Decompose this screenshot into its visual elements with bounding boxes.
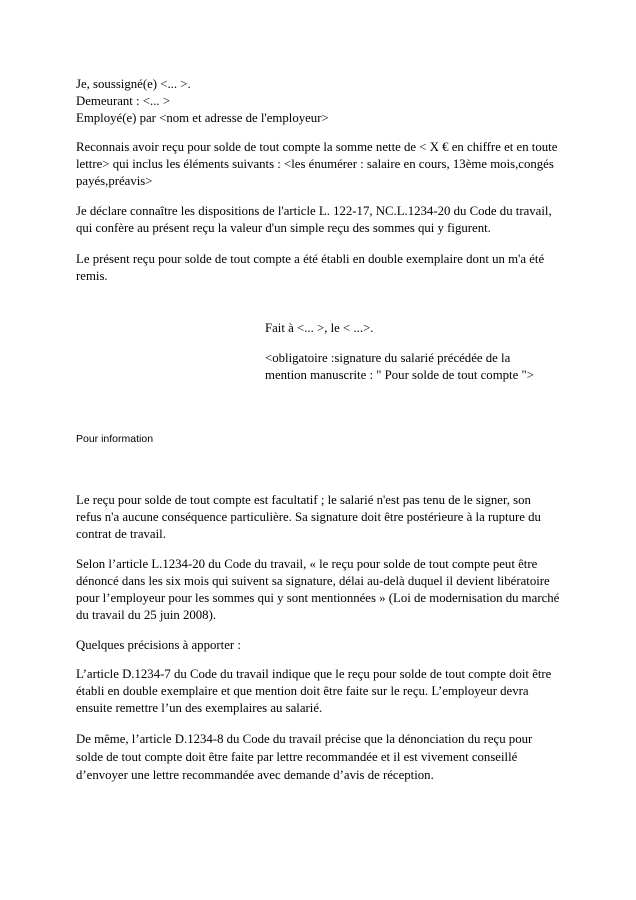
article-d8-line-2: solde de tout compte doit être faite par lettre recommandée et il est vivement conseillé [76,750,518,764]
obligatoire-line-2: mention manuscrite : " Pour solde de tout compte "> [265,368,534,382]
exemplaire-line-2: remis. [76,269,108,283]
fait-a-line: Fait à <... >, le < ...>. [265,321,374,335]
declare-line-1: Je déclare connaître les dispositions de l'article L. 122-17, NC.L.1234-20 du Code du travail, [76,204,552,218]
facultatif-line-3: contrat de travail. [76,527,166,541]
reconnais-line-1: Reconnais avoir reçu pour solde de tout compte la somme nette de < X € en chiffre et en toute [76,140,558,154]
article-d8-line-1: De même, l’article D.1234-8 du Code du travail précise que la dénonciation du reçu pour [76,732,533,746]
article-d7-line-1: L’article D.1234-7 du Code du travail indique que le reçu pour solde de tout compte doit être [76,667,552,681]
soussigne-line: Je, soussigné(e) <... >. [76,77,191,91]
article-d7-line-3: ensuite remettre l’un des exemplaires au salarié. [76,701,323,715]
selon-line-1: Selon l’article L.1234-20 du Code du travail, « le reçu pour solde de tout compte peut être [76,557,538,571]
obligatoire-line-1: <obligatoire :signature du salarié précédée de la [265,351,511,365]
facultatif-line-1: Le reçu pour solde de tout compte est facultatif ; le salarié n'est pas tenu de le signer, son [76,493,531,507]
article-d7-line-2: établi en double exemplaire et que mention doit être faite sur le reçu. L’employeur devra [76,684,529,698]
selon-line-2: dénoncé dans les six mois qui suivent sa signature, délai au-delà duquel il devient libératoire [76,574,550,588]
employe-line: Employé(e) par <nom et adresse de l'employeur> [76,111,329,125]
reconnais-line-2: lettre> qui inclus les éléments suivants : <les énumérer : salaire en cours, 13ème mois,congés [76,157,554,171]
reconnais-line-3: payés,préavis> [76,174,153,188]
declare-line-2: qui confère au présent reçu la valeur d'un simple reçu des sommes qui y figurent. [76,221,491,235]
selon-line-4: du travail du 25 juin 2008). [76,608,217,622]
facultatif-line-2: refus n'a aucune conséquence particulière. Sa signature doit être postérieure à la rupture du [76,510,541,524]
precisions-line: Quelques précisions à apporter : [76,638,241,652]
article-d8-line-3: d’envoyer une lettre recommandée avec demande d’avis de réception. [76,768,434,782]
info-heading: Pour information [76,433,154,445]
selon-line-3: pour l’employeur pour les sommes qui y sont mentionnées » (Loi de modernisation du marché [76,591,560,605]
exemplaire-line-1: Le présent reçu pour solde de tout compte a été établi en double exemplaire dont un m'a été [76,252,545,266]
demeurant-line: Demeurant : <... > [76,94,171,108]
